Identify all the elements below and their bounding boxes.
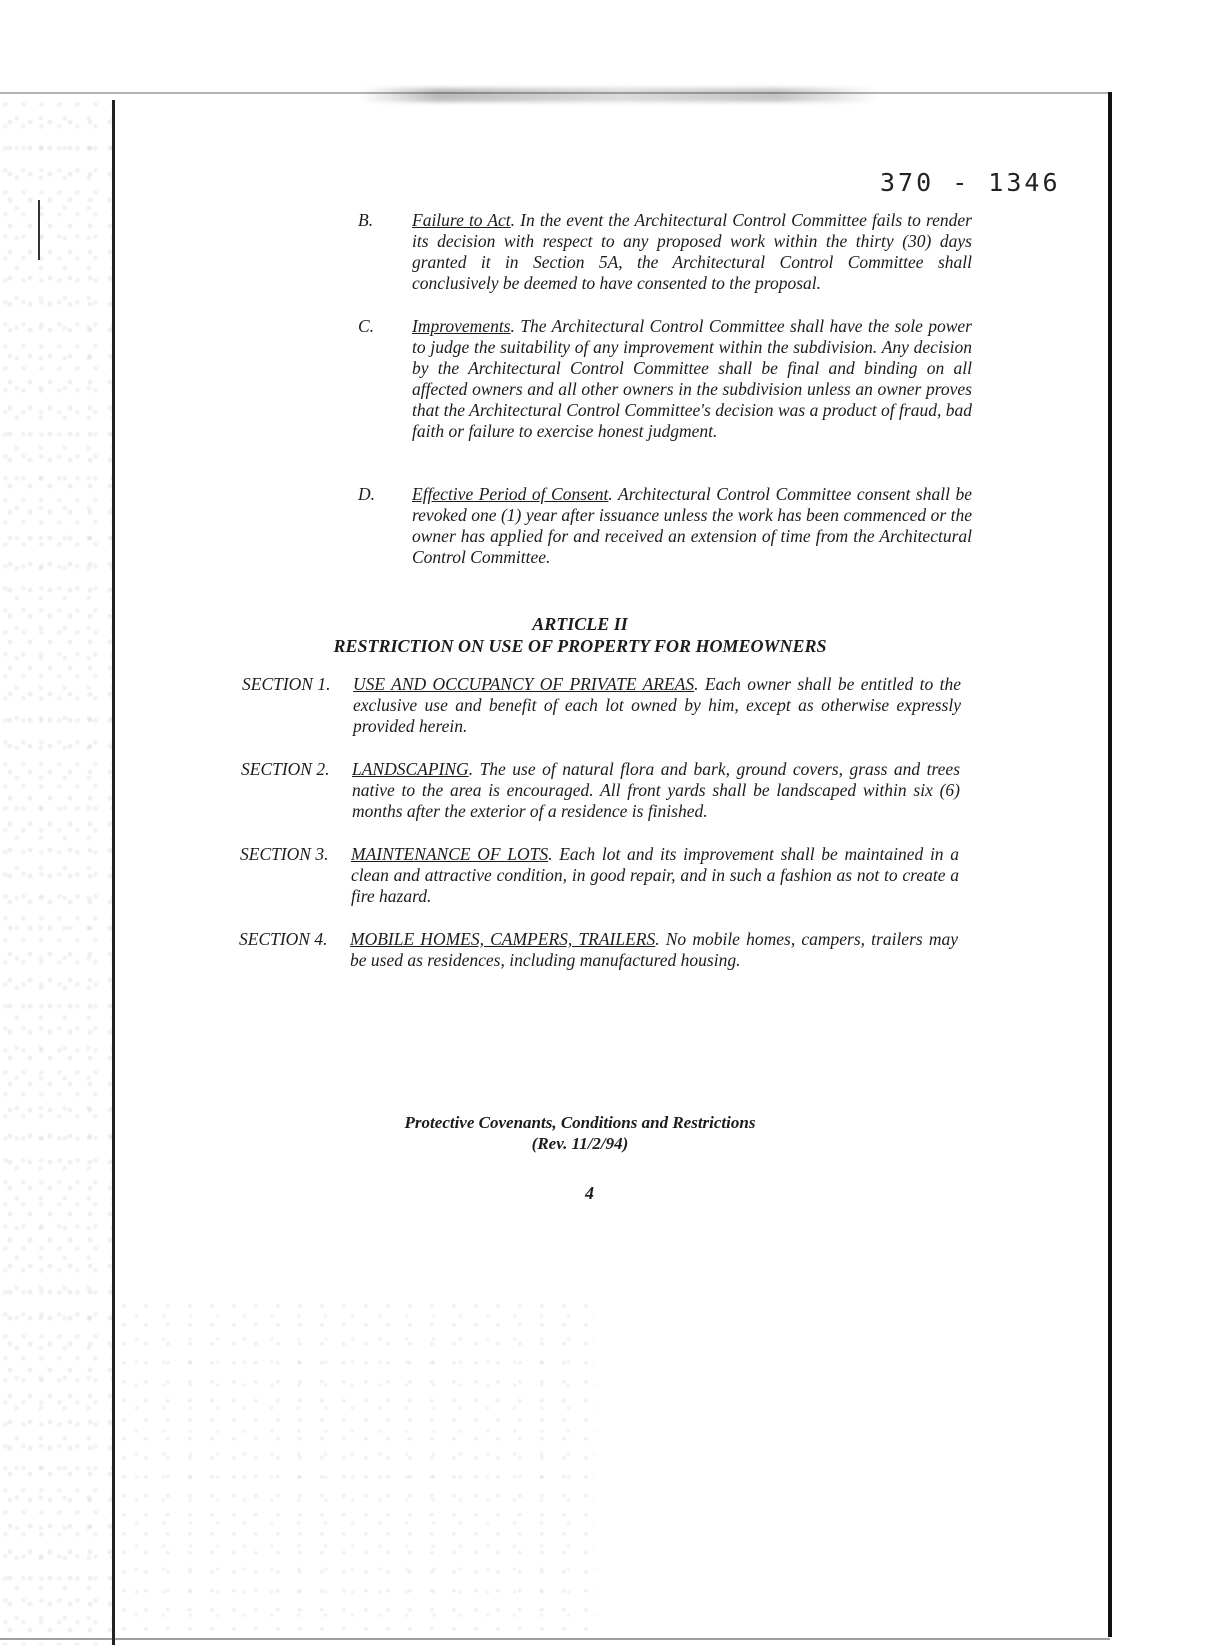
subsection-c-heading: Improvements: [412, 316, 511, 336]
subsection-b: Failure to Act. In the event the Architectural Control Committee fails to render its decision with respect to any proposed work within the thirty (30) days granted it in Section 5A, the Architectural Control Committee shall conclusively be deemed to have consented to the proposal.: [412, 210, 972, 293]
page-number: 4: [585, 1183, 594, 1203]
subsection-d-heading: Effective Period of Consent: [412, 484, 609, 504]
subsection-c: Improvements. The Architectural Control Committee shall have the sole power to judge the suitability of any improvement within the subdivision. Any decision by the Architectural Control Committee shall be final and binding on all affected owners and all other owners in the subdivision unless an owner proves that the Architectural Control Committee's decision was a product of fraud, bad faith or failure to exercise honest judgment.: [412, 316, 972, 441]
footer-title: Protective Covenants, Conditions and Restrictions: [404, 1113, 756, 1132]
scan-edge-top: [0, 92, 1110, 94]
article-heading: [300, 613, 860, 657]
scan-edge-left: [112, 100, 115, 1645]
scan-noise-bottom: [115, 1300, 595, 1635]
scan-noise-left: [0, 100, 112, 1645]
section-2-text: The use of natural flora and bark, ground covers, grass and trees native to the area is encouraged. All front yards shall be landscaped within six (6) months after the exterior of a residence is finished.: [352, 759, 961, 821]
section-2-label: SECTION 2.: [241, 759, 330, 779]
section-4: MOBILE HOMES, CAMPERS, TRAILERS. No mobile homes, campers, trailers may be used as residences, including manufactured housing.: [350, 929, 958, 970]
subsection-letter-d: D.: [358, 484, 376, 504]
subsection-letter-c: C.: [358, 316, 375, 336]
scan-edge-right: [1108, 92, 1112, 1637]
subsection-d: Effective Period of Consent. Architectural Control Committee consent shall be revoked one (1) year after issuance unless the work has been commenced or the owner has applied for and received an extension of time from the Architectural Control Committee.: [412, 484, 973, 567]
section-3: MAINTENANCE OF LOTS. Each lot and its improvement shall be maintained in a clean and attractive condition, in good repair, and in such a fashion as not to create a fire hazard.: [351, 844, 959, 906]
subsection-letter-b: B.: [358, 210, 374, 230]
section-3-text: Each lot and its improvement shall be maintained in a clean and attractive condition, in good repair, and in such a fashion as not to create a fire hazard.: [351, 844, 959, 906]
section-1: USE AND OCCUPANCY OF PRIVATE AREAS. Each owner shall be entitled to the exclusive use and benefit of each lot owned by him, except as otherwise expressly provided herein.: [353, 674, 962, 736]
footer-revision: (Rev. 11/2/94): [531, 1134, 629, 1153]
subsection-b-heading: Failure to Act: [412, 210, 511, 230]
section-2: LANDSCAPING. The use of natural flora and bark, ground covers, grass and trees native to the area is encouraged. All front yards shall be landscaped within six (6) months after the exterior of a residence is finished.: [352, 759, 961, 821]
section-2-heading: LANDSCAPING: [352, 759, 469, 779]
subsection-b-text: In the event the Architectural Control Committee fails to render its decision with respect to any proposed work within the thirty (30) days granted it in Section 5A, the Architectural Control Committee shall conclusively be deemed to have consented to the proposal.: [412, 210, 972, 293]
section-3-label: SECTION 3.: [240, 844, 329, 864]
article-title: RESTRICTION ON USE OF PROPERTY FOR HOMEOWNERS: [333, 636, 827, 656]
section-3-heading: MAINTENANCE OF LOTS: [351, 844, 549, 864]
article-number: ARTICLE II: [532, 614, 628, 634]
section-1-label: SECTION 1.: [242, 674, 331, 694]
section-4-text: No mobile homes, campers, trailers may be used as residences, including manufactured housing.: [350, 929, 958, 970]
section-4-heading: MOBILE HOMES, CAMPERS, TRAILERS: [350, 929, 656, 949]
scan-edge-bottom: [0, 1638, 1110, 1640]
document-number: 370 - 1346: [880, 168, 1061, 197]
section-1-heading: USE AND OCCUPANCY OF PRIVATE AREAS: [353, 674, 695, 694]
footer: [330, 1112, 830, 1154]
section-1-text: Each owner shall be entitled to the exclusive use and benefit of each lot owned by him, except as otherwise expressly provided herein.: [353, 674, 962, 736]
scan-smudge-top: [360, 88, 880, 102]
section-4-label: SECTION 4.: [239, 929, 328, 949]
subsection-d-text: Architectural Control Committee consent shall be revoked one (1) year after issuance unless the work has been commenced or the owner has applied for and received an extension of time from the Architectural Control Committee.: [412, 484, 973, 567]
subsection-c-text: The Architectural Control Committee shall have the sole power to judge the suitability of any improvement within the subdivision. Any decision by the Architectural Control Committee shall be final and binding on all affected owners and all other owners in the subdivision unless an owner proves that the Architectural Control Committee's decision was a product of fraud, bad faith or failure to exercise honest judgment.: [412, 316, 972, 441]
scan-mark-left: [38, 200, 40, 260]
